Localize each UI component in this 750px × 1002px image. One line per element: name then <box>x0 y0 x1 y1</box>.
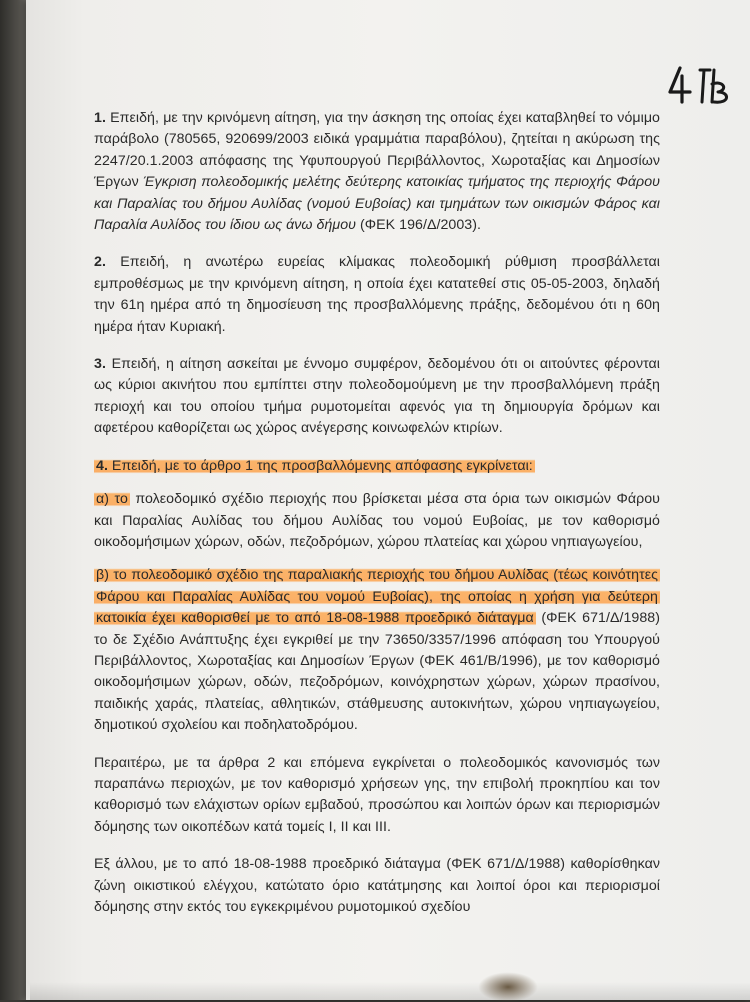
paragraph-text: (ΦΕΚ 196/Δ/2003). <box>356 217 482 234</box>
paragraph-4b <box>94 565 660 736</box>
paragraph-6 <box>94 854 660 918</box>
paragraph-text: πολεοδομικό σχέδιο περιοχής που βρίσκεται μέσα στα όρια των οικισμών Φάρου και Παραλίας Αυλίδας του δήμου Αυλίδας του νομού Ευβοίας, με τον καθορισμό οικοδομήσιμων χώρων, οδών, πεζοδρόμων, χώρου πλατείας και χώρου νηπιαγωγείου, <box>94 491 660 550</box>
paragraph-text: Εξ άλλου, με το από 18-08-1988 προεδρικό διάταγμα (ΦΕΚ 671/Δ/1988) καθορίσθηκαν ζώνη οικιστικού ελέγχου, κατώτατο όριο κατάτμησης και λοιποί όροι και περιορισμοί δόμησης στην εκτός του εγκεκριμένου ρυμοτομικού σχεδίου <box>94 856 660 915</box>
paragraph-number: 3. <box>94 356 106 373</box>
paragraph-text: Περαιτέρω, με τα άρθρα 2 και επόμενα εγκρίνεται ο πολεοδομικός κανονισμός των παραπάνω περιοχών, με τον καθορισμό χρήσεων γης, την επιβολή προκηπίου και τον καθορισμό των ελάχιστων ορίων εμβαδού, προσώπου και λοιπών όρων και περιορισμών δόμησης των οικοπέδων κατά τομείς Ι, ΙΙ και ΙΙΙ. <box>94 754 660 835</box>
paragraph-number: 4. <box>96 457 108 474</box>
highlighted-text: β) το πολεοδομικό σχέδιο της παραλιακής περιοχής του δήμου Αυλίδας (τέως κοινότητες Φάρου και Παραλίας Αυλίδας του νομού Ευβοίας), της οποίας η χρήση για δεύτερη κατοικία έχει καθορισθεί με το από 18-08-1988 προεδρικό διάταγμα <box>96 567 658 627</box>
finger-shadow <box>478 972 538 1002</box>
paragraph-2 <box>94 252 660 338</box>
highlighted-text <box>94 458 535 474</box>
paragraph-number: 1. <box>94 110 106 126</box>
paragraph-text: Επειδή, με την κρινόμενη αίτηση, για την άσκηση της οποίας έχει καταβληθεί το νόμιμο παράβολο (780565, 920699/2003 ειδικά γραμμάτια παραβόλου), ζητείται η ακύρωση της 2247/20.1.2003 απόφασης της Υφυπουργού Περιβάλλοντος, Χωροταξίας και Δημοσίων Έργων <box>94 110 660 191</box>
paragraph-text: Επειδή, με το άρθρο 1 της προσβαλλόμενης απόφασης εγκρίνεται: <box>107 457 533 474</box>
paragraph-5 <box>94 753 660 839</box>
paragraph-text: Επειδή, η ανωτέρω ευρείας κλίμακας πολεοδομική ρύθμιση προσβάλλεται εμπροθέσμως με την κρινόμενη αίτηση, η οποία έχει κατατεθεί στις 05-05-2003, δηλαδή την 61η ημέρα από τη δημοσίευση της προσβαλλόμενης πράξης, δεδομένου ότι η 60η ημέρα ήταν Κυριακή. <box>94 254 660 335</box>
decision-title: Έγκριση πολεοδομικής μελέτης δεύτερης κατοικίας τμήματος της περιοχής Φάρου και Παραλίας του δήμου Αυλίδας (νομού Ευβοίας) και τμημάτων των οικισμών Φάρος και Παραλία Αυλίδος του ίδιου ως άνω δήμου <box>94 174 661 234</box>
handwritten-page-mark <box>666 62 746 108</box>
paragraph-text: Επειδή, η αίτηση ασκείται με έννομο συμφέρον, δεδομένου ότι οι αιτούντες φέρονται ως κύριοι ακινήτου που εμπίπτει στην πολεοδομούμενη με την προσβαλλόμενη πράξη περιοχή και του οποίου τμήμα ρυμοτομείται αφενός για τη δημιουργία δρόμων και αφετέρου καθορίζεται ως χώρος ανέγερσης κοινωφελών κτιρίων. <box>94 356 660 437</box>
page-bottom-shadow <box>30 982 750 1000</box>
paragraph-1 <box>94 108 660 236</box>
highlighted-text: α) το <box>96 491 128 508</box>
paragraph-3 <box>94 354 660 440</box>
paragraph-text: (ΦΕΚ 671/Δ/1988) το δε Σχέδιο Ανάπτυξης έχει εγκριθεί με την 73650/3357/1996 απόφαση του Υπουργού Περιβάλλοντος, Χωροταξίας και Δημοσίων Έργων (ΦΕΚ 461/Β/1996), με τον καθορισμό οικοδομήσιμων χώρων, οδών, πεζοδρόμων, κοινόχρηστων χώρων, χώρων πρασίνου, παιδικής χαράς, πλατείας, αθλητικών, στάθμευσης αυτοκινήτων, χώρου νηπιαγωγείου, δημοτικού σχολείου και ποδηλατοδρόμου. <box>94 610 660 734</box>
paragraph-number: 2. <box>94 254 106 271</box>
document-body <box>94 108 660 934</box>
paragraph-4a <box>94 489 660 553</box>
paragraph-4 <box>94 456 660 477</box>
